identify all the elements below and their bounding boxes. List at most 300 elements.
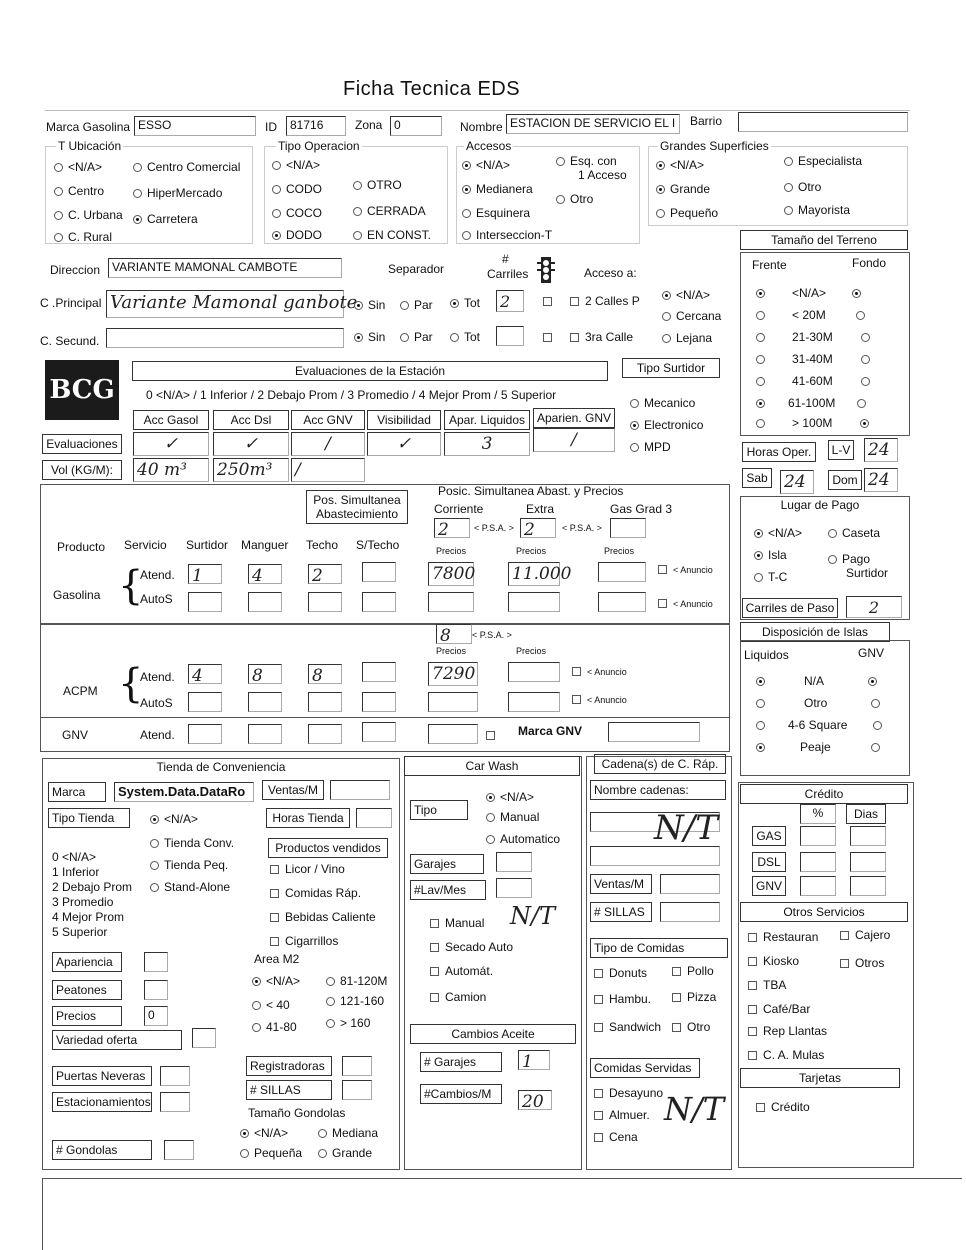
credito-gnv-dias[interactable] [850, 876, 886, 896]
eval-visibilidad[interactable]: ✓ [367, 432, 441, 456]
principal-field[interactable]: Variante Mamonal ganbote [106, 290, 344, 318]
vol-gnv[interactable]: / [291, 458, 365, 482]
tienda-prod-label: Productos vendidos [268, 838, 388, 858]
col-apar-liquidos: Apar. Liquidos [444, 410, 530, 430]
secund-par[interactable]: Par [400, 330, 433, 344]
acpm-atend-precio-1[interactable]: 7290 [428, 662, 478, 686]
acpm-anuncio-2[interactable]: < Anuncio [572, 692, 627, 706]
op-cerrada[interactable]: CERRADA [353, 204, 426, 218]
carriles-paso-field[interactable]: 2 [846, 596, 902, 618]
tarjetas-title: Tarjetas [740, 1068, 900, 1088]
comida-pizza[interactable]: Pizza [672, 990, 716, 1004]
cadena-nombre-label: Nombre cadenas: [590, 780, 726, 800]
corriente-label: Corriente [434, 502, 484, 516]
area-40[interactable]: < 40 [252, 998, 290, 1012]
extra-field[interactable]: 2 [520, 518, 556, 538]
marca-gnv-field[interactable] [608, 722, 700, 742]
cadena-ventas-field[interactable] [660, 874, 720, 894]
acpm-atend-stecho[interactable] [362, 662, 396, 682]
sup-otro[interactable]: Otro [784, 180, 821, 194]
peatones-field[interactable] [144, 980, 168, 1000]
comida-donuts[interactable]: Donuts [594, 966, 647, 980]
pago-caseta[interactable]: Caseta [828, 526, 880, 540]
marca-label: Marca Gasolina [46, 120, 131, 134]
gas-anuncio-2[interactable]: < Anuncio [658, 596, 713, 610]
acpm-autos-stecho[interactable] [362, 692, 396, 712]
principal-label: C .Principal [40, 296, 102, 310]
ac-cambios-label: #Cambios/M [420, 1084, 502, 1104]
pago-surtidor[interactable]: Pago [828, 552, 870, 566]
eval-acc-gasol[interactable]: ✓ [133, 432, 209, 456]
acpm-atend-techo[interactable]: 8 [308, 664, 342, 684]
tienda-ventas-field[interactable] [330, 780, 390, 800]
vol-gasol[interactable]: 40 m³ [133, 458, 209, 482]
barrio-label: Barrio [690, 114, 723, 128]
otros-tba[interactable]: TBA [748, 978, 786, 992]
credito-dsl-pct[interactable] [800, 852, 836, 872]
vol-dsl[interactable]: 250m³ [213, 458, 289, 482]
tienda-horas-field[interactable] [356, 808, 392, 828]
gas-atend-precio-2[interactable]: 11.000 [508, 562, 560, 586]
terreno-opt-2[interactable]: 21-30M [756, 330, 875, 344]
gas-autos-precio-2[interactable] [508, 592, 560, 612]
psa-2: < P.S.A. > [562, 523, 602, 533]
gas-atend-manguer[interactable]: 4 [248, 564, 282, 584]
psa-3: < P.S.A. > [472, 630, 512, 640]
horas-sab-field[interactable]: 24 [780, 470, 814, 494]
cadena-ventas-label: Ventas/M [590, 874, 652, 894]
cadena-nombre-2[interactable] [590, 846, 720, 866]
ubic-c-urbana[interactable]: C. Urbana [54, 208, 123, 222]
registradoras-field[interactable] [342, 1056, 372, 1076]
acc-medianera[interactable]: Medianera [462, 182, 533, 196]
gond-grande[interactable]: Grande [318, 1146, 372, 1160]
secund-tot[interactable]: Tot [450, 330, 480, 344]
serv-desayuno[interactable]: Desayuno [594, 1086, 663, 1100]
gnv-label: GNV [62, 728, 89, 742]
direccion-label: Direccion [50, 263, 101, 277]
gnv-surtidor[interactable] [188, 724, 222, 744]
terreno-opt-0[interactable]: <N/A> [756, 286, 866, 300]
credito-gnv-label: GNV [752, 876, 786, 896]
gnv-manguer[interactable] [248, 724, 282, 744]
col-techo: Techo [306, 538, 339, 552]
evaluaciones-title: Evaluaciones de la Estación [132, 361, 608, 381]
tienda-marca-label: Marca [48, 782, 106, 802]
zona-label: Zona [355, 118, 383, 132]
lav-field[interactable] [496, 878, 532, 898]
secund-chk-1[interactable] [543, 330, 558, 344]
col-producto: Producto [57, 540, 106, 554]
islas-opt-2[interactable]: 4-6 Square [756, 718, 887, 732]
tienda-scale-2: 2 Debajo Prom [52, 880, 133, 894]
islas-title: Disposición de Islas [740, 622, 890, 642]
pos-simultanea: Pos. Simultanea Abastecimiento [306, 490, 408, 524]
op-otro[interactable]: OTRO [353, 178, 402, 192]
principal-2calles[interactable]: 2 Calles P [570, 294, 640, 308]
registradoras-label: Registradoras [246, 1056, 332, 1076]
secund-label: C. Secund. [40, 334, 100, 348]
acpm-autos-techo[interactable] [308, 692, 342, 712]
sup-especialista[interactable]: Especialista [784, 154, 862, 168]
aceite-title: Cambios Aceite [410, 1024, 576, 1044]
superficies-title: Grandes Superficies [660, 139, 769, 153]
gas-atend-surtidor[interactable]: 1 [188, 564, 222, 584]
principal-tot[interactable]: Tot [450, 296, 480, 310]
area-41-80[interactable]: 41-80 [252, 1020, 297, 1034]
acpm-autos-manguer[interactable] [248, 692, 282, 712]
col-manguer: Manguer [241, 538, 289, 552]
gnv-precio[interactable] [428, 724, 478, 744]
acceso-lejana[interactable]: Lejana [662, 331, 712, 345]
direccion-field[interactable]: VARIANTE MAMONAL CAMBOTE [108, 258, 342, 278]
gasolina-brace: { [118, 563, 144, 609]
ubicacion-title: T Ubicación [58, 139, 122, 153]
tienda-scale-0: 0 <N/A> [52, 850, 97, 864]
eval-apar-liquidos[interactable]: 3 [444, 432, 530, 456]
comidas-servidas-label: Comidas Servidas [590, 1058, 700, 1078]
puertas-label: Puertas Neveras [52, 1066, 152, 1086]
ubic-carretera[interactable]: Carretera [133, 212, 198, 226]
area-label: Area M2 [254, 952, 300, 966]
op-codo[interactable]: CODO [272, 182, 322, 196]
comida-otro[interactable]: Otro [672, 1020, 710, 1034]
surtidor-electronico[interactable]: Electronico [630, 418, 703, 432]
acceso-cercana[interactable]: Cercana [662, 309, 721, 323]
cadena-hand-2: N/T [664, 1090, 725, 1128]
gas-autos-techo[interactable] [308, 592, 342, 612]
area-na[interactable]: <N/A> [252, 974, 300, 988]
prod-comidas[interactable]: Comidas Ráp. [270, 886, 361, 900]
sillas-field[interactable] [342, 1080, 372, 1100]
sup-grande[interactable]: Grande [656, 182, 710, 196]
horas-lv-field[interactable]: 24 [864, 438, 898, 462]
tarjetas-credito[interactable]: Crédito [756, 1100, 810, 1114]
area-81-120[interactable]: 81-120M [326, 974, 387, 988]
evaluaciones-scale: 0 <N/A> / 1 Inferior / 2 Debajo Prom / 3 Promedio / 4 Mejor Prom / 5 Superior [146, 388, 557, 402]
col-servicio: Servicio [124, 538, 167, 552]
gas-atend-precio-1[interactable]: 7800 [428, 562, 474, 586]
acpm-atend-label: Atend. [140, 670, 175, 684]
acpm-atend-precio-2[interactable] [508, 662, 560, 682]
precios-3: Precios [604, 546, 635, 556]
carwash-auto[interactable]: Automatico [486, 832, 560, 846]
gnv-chk[interactable] [486, 728, 501, 742]
otros-cajero[interactable]: Cajero [840, 928, 890, 942]
corriente-field[interactable]: 2 [434, 518, 470, 538]
barrio-field[interactable] [738, 112, 908, 132]
credito-gas-label: GAS [752, 826, 786, 846]
col-aparien-gnv: Aparien. GNV [533, 408, 615, 428]
acpm-autos-label: AutoS [140, 696, 173, 710]
gond-na[interactable]: <N/A> [240, 1126, 288, 1140]
credito-gas-pct[interactable] [800, 826, 836, 846]
separador-label: Separador [388, 262, 445, 276]
sillas-label: # SILLAS [246, 1080, 332, 1100]
pago-tc[interactable]: T-C [754, 570, 787, 584]
marca-gnv-label: Marca GNV [518, 724, 583, 738]
gasolina-label: Gasolina [53, 588, 101, 602]
tienda-tipo-conv[interactable]: Tienda Conv. [150, 836, 234, 850]
acpm-label: ACPM [63, 684, 98, 698]
gas-autos-manguer[interactable] [248, 592, 282, 612]
acpm-brace: { [118, 661, 144, 707]
col-acc-dsl: Acc Dsl [213, 410, 289, 430]
prod-licor[interactable]: Licor / Vino [270, 862, 345, 876]
gnv-atend-label: Atend. [140, 728, 175, 742]
tienda-tipo-na[interactable]: <N/A> [150, 812, 198, 826]
gond-mediana[interactable]: Mediana [318, 1126, 378, 1140]
eval-acc-gnv[interactable]: / [291, 432, 365, 456]
terreno-opt-1[interactable]: < 20M [756, 308, 870, 322]
principal-par[interactable]: Par [400, 298, 433, 312]
cadena-title: Cadena(s) de C. Ráp. [594, 754, 726, 774]
top-rule [45, 110, 910, 111]
tienda-tipo-stand[interactable]: Stand-Alone [150, 880, 230, 894]
tienda-marca-field[interactable]: System.Data.DataRo [114, 782, 254, 802]
gnv-techo[interactable] [308, 724, 342, 744]
id-field[interactable]: 81716 [286, 116, 346, 136]
marca-field[interactable]: ESSO [134, 116, 256, 136]
terreno-opt-5[interactable]: 61-100M [756, 396, 871, 410]
prod-bebidas[interactable]: Bebidas Caliente [270, 910, 376, 924]
cw-camion[interactable]: Camion [430, 990, 486, 1004]
acc-esquinera[interactable]: Esquinera [462, 206, 530, 220]
gas-autos-surtidor[interactable] [188, 592, 222, 612]
acpm-autos-surtidor[interactable] [188, 692, 222, 712]
islas-opt-0[interactable]: N/A [756, 674, 882, 688]
acc-esq-2: 1 Acceso [578, 168, 627, 182]
precios-field[interactable]: 0 [144, 1006, 168, 1026]
otros-otros[interactable]: Otros [840, 956, 884, 970]
horas-oper-label: Horas Oper. [742, 442, 816, 462]
col-visibilidad: Visibilidad [367, 410, 441, 430]
acpm-psa-field[interactable]: 8 [436, 624, 472, 644]
prod-cigarrillos[interactable]: Cigarrillos [270, 934, 338, 948]
otros-mulas[interactable]: C. A. Mulas [748, 1048, 824, 1062]
pago-na[interactable]: <N/A> [754, 526, 802, 540]
acpm-autos-precio-1[interactable] [428, 692, 478, 712]
gas-autos-label: AutoS [140, 592, 173, 606]
area-121-160[interactable]: 121-160 [326, 994, 384, 1008]
tipo-comidas-label: Tipo de Comidas [590, 938, 728, 958]
puertas-field[interactable] [160, 1066, 190, 1086]
col-stecho: S/Techo [356, 538, 400, 552]
otros-restauran[interactable]: Restauran [748, 930, 818, 944]
col-acc-gasol: Acc Gasol [133, 410, 209, 430]
credito-dsl-dias[interactable] [850, 852, 886, 872]
ac-cambios-field[interactable]: 20 [518, 1090, 552, 1110]
acpm-autos-precio-2[interactable] [508, 692, 560, 712]
gondolas-field[interactable] [164, 1140, 194, 1160]
posic-label: Posic. Simultanea Abast. y Precios [438, 484, 624, 498]
acpm-anuncio-1[interactable]: < Anuncio [572, 664, 627, 678]
gas-atend-stecho[interactable] [362, 562, 396, 582]
area-160[interactable]: > 160 [326, 1016, 370, 1030]
otros-title: Otros Servicios [740, 902, 908, 922]
horas-dom-label: Dom [828, 470, 862, 490]
principal-carriles[interactable]: 2 [496, 290, 524, 312]
id-label: ID [265, 120, 277, 134]
sup-pequeno[interactable]: Pequeño [656, 206, 718, 220]
bcg-logo: BCG [45, 360, 119, 420]
islas-gnv-label: GNV [858, 646, 885, 660]
carriles-label: Carriles [487, 267, 529, 281]
op-na[interactable]: <N/A> [272, 158, 320, 172]
op-dodo[interactable]: DODO [272, 228, 322, 242]
cadena-hand: N/T [654, 808, 718, 848]
serv-almuer[interactable]: Almuer. [594, 1108, 650, 1122]
tipo-surtidor-title: Tipo Surtidor [622, 358, 720, 378]
eval-aparien-gnv[interactable]: / [533, 428, 615, 452]
secund-3ra[interactable]: 3ra Calle [570, 330, 633, 344]
apariencia-label: Apariencia [52, 952, 122, 972]
surtidor-mecanico[interactable]: Mecanico [630, 396, 695, 410]
otros-cafe[interactable]: Café/Bar [748, 1002, 810, 1016]
lav-label: #Lav/Mes [410, 880, 486, 900]
precios-1: Precios [436, 546, 467, 556]
cadena-sillas-label: # SILLAS [590, 902, 652, 922]
precios-label: Precios [52, 1006, 122, 1026]
sup-mayorista[interactable]: Mayorista [784, 203, 850, 217]
variedad-field[interactable] [192, 1028, 216, 1048]
tienda-horas-label: Horas Tienda [266, 808, 350, 828]
col-acc-gnv: Acc GNV [291, 410, 365, 430]
acc-interseccion[interactable]: Interseccion-T [462, 228, 552, 242]
gas-atend-techo[interactable]: 2 [308, 564, 342, 584]
tienda-scale-5: 5 Superior [52, 925, 108, 939]
acc-na[interactable]: <N/A> [462, 158, 510, 172]
acceso-na[interactable]: <N/A> [662, 288, 710, 302]
acpm-atend-surtidor[interactable]: 4 [188, 664, 222, 684]
carwash-na[interactable]: <N/A> [486, 790, 534, 804]
gas-atend-label: Atend. [140, 568, 175, 582]
ubic-centro[interactable]: Centro [54, 184, 104, 198]
peatones-label: Peatones [52, 980, 122, 1000]
islas-opt-3[interactable]: Peaje [756, 740, 885, 754]
ubic-na[interactable]: <N/A> [54, 160, 102, 174]
tienda-scale-1: 1 Inferior [52, 865, 100, 879]
precios-4: Precios [436, 646, 467, 656]
ubic-centro-comercial[interactable]: Centro Comercial [133, 160, 240, 174]
acpm-atend-manguer[interactable]: 8 [248, 664, 282, 684]
credito-title: Crédito [740, 784, 908, 804]
secund-sin[interactable]: Sin [354, 330, 385, 344]
gondolas-title: Tamaño Gondolas [248, 1106, 346, 1120]
carwash-hand: N/T [510, 902, 556, 930]
operacion-title: Tipo Operacion [278, 139, 360, 153]
nombre-label: Nombre [460, 120, 503, 134]
principal-sin[interactable]: Sin [354, 298, 385, 312]
terreno-opt-3[interactable]: 31-40M [756, 352, 875, 366]
page-title: Ficha Tecnica EDS [343, 78, 521, 100]
carwash-title: Car Wash [404, 756, 580, 776]
evaluaciones-row-label: Evaluaciones [42, 434, 122, 454]
cadena-sillas-field[interactable] [660, 902, 720, 922]
apariencia-field[interactable] [144, 952, 168, 972]
cw-manual[interactable]: Manual [430, 916, 484, 930]
credito-dias-label: Dias [846, 804, 886, 824]
tienda-scale-3: 3 Promedio [52, 895, 114, 909]
comida-pollo[interactable]: Pollo [672, 964, 714, 978]
precios-5: Precios [516, 646, 547, 656]
ac-garajes-field[interactable]: 1 [518, 1050, 550, 1070]
op-en-const[interactable]: EN CONST. [353, 228, 431, 242]
terreno-opt-6[interactable]: > 100M [756, 416, 874, 430]
comida-sandwich[interactable]: Sandwich [594, 1020, 661, 1034]
cw-automat[interactable]: Automát. [430, 964, 493, 978]
op-coco[interactable]: COCO [272, 206, 322, 220]
cw-secado[interactable]: Secado Auto [430, 940, 513, 954]
credito-gas-dias[interactable] [850, 826, 886, 846]
pago-title: Lugar de Pago [780, 498, 860, 512]
acc-esq[interactable]: Esq. con [556, 154, 617, 168]
islas-opt-1[interactable]: Otro [756, 696, 885, 710]
notes-box[interactable] [42, 1178, 962, 1250]
acc-otro[interactable]: Otro [556, 192, 593, 206]
gas-anuncio-1[interactable]: < Anuncio [658, 562, 713, 576]
serv-cena[interactable]: Cena [594, 1130, 638, 1144]
carwash-manual[interactable]: Manual [486, 810, 539, 824]
sup-na[interactable]: <N/A> [656, 158, 704, 172]
carriles-hash: # [502, 252, 509, 266]
eval-acc-dsl[interactable]: ✓ [213, 432, 289, 456]
garajes-field[interactable] [496, 852, 532, 872]
principal-chk-1[interactable] [543, 294, 558, 308]
tienda-tipo-peq[interactable]: Tienda Peq. [150, 858, 228, 872]
gnv-stecho[interactable] [362, 722, 396, 742]
gas-autos-precio-3[interactable] [598, 592, 646, 612]
horas-sab-label: Sab [742, 468, 772, 488]
gondolas-label: # Gondolas [52, 1140, 152, 1160]
carwash-tipo-label: Tipo [410, 800, 468, 820]
ubic-hipermercado[interactable]: HiperMercado [133, 186, 222, 200]
estac-field[interactable] [160, 1092, 190, 1112]
tienda-scale-4: 4 Mejor Prom [52, 910, 125, 924]
tienda-ventas-label: Ventas/M [262, 780, 324, 800]
precios-2: Precios [516, 546, 547, 556]
gas-autos-stecho[interactable] [362, 592, 396, 612]
secund-field[interactable] [106, 328, 344, 348]
horas-lv-label: L-V [828, 440, 854, 460]
gas-atend-precio-3[interactable] [598, 562, 646, 582]
secund-carriles[interactable] [496, 326, 524, 346]
terreno-fondo: Fondo [852, 256, 887, 270]
credito-dsl-label: DSL [752, 852, 786, 872]
credito-pct-label: % [800, 804, 836, 824]
terreno-opt-4[interactable]: 41-60M [756, 374, 875, 388]
zona-field[interactable]: 0 [390, 116, 442, 136]
comida-hambu[interactable]: Hambu. [594, 992, 651, 1006]
psa-1: < P.S.A. > [474, 523, 514, 533]
credito-gnv-pct[interactable] [800, 876, 836, 896]
gas-autos-precio-1[interactable] [428, 592, 474, 612]
horas-dom-field[interactable]: 24 [864, 468, 898, 492]
terreno-title: Tamaño del Terreno [740, 230, 908, 250]
surtidor-mpd[interactable]: MPD [630, 440, 671, 454]
pago-isla[interactable]: Isla [754, 548, 787, 562]
estac-label: Estacionamientos [52, 1092, 152, 1112]
otros-llantas[interactable]: Rep Llantas [748, 1024, 827, 1038]
tienda-tipo-label: Tipo Tienda [48, 808, 130, 828]
ubic-c-rural[interactable]: C. Rural [54, 230, 112, 244]
gond-pequena[interactable]: Pequeña [240, 1146, 302, 1160]
nombre-field[interactable]: ESTACION DE SERVICIO EL I [506, 114, 680, 134]
gas3-field[interactable] [610, 518, 646, 538]
otros-kiosko[interactable]: Kiosko [748, 954, 799, 968]
pago-surtidor-2: Surtidor [846, 566, 889, 580]
ac-garajes-label: # Garajes [420, 1052, 502, 1072]
